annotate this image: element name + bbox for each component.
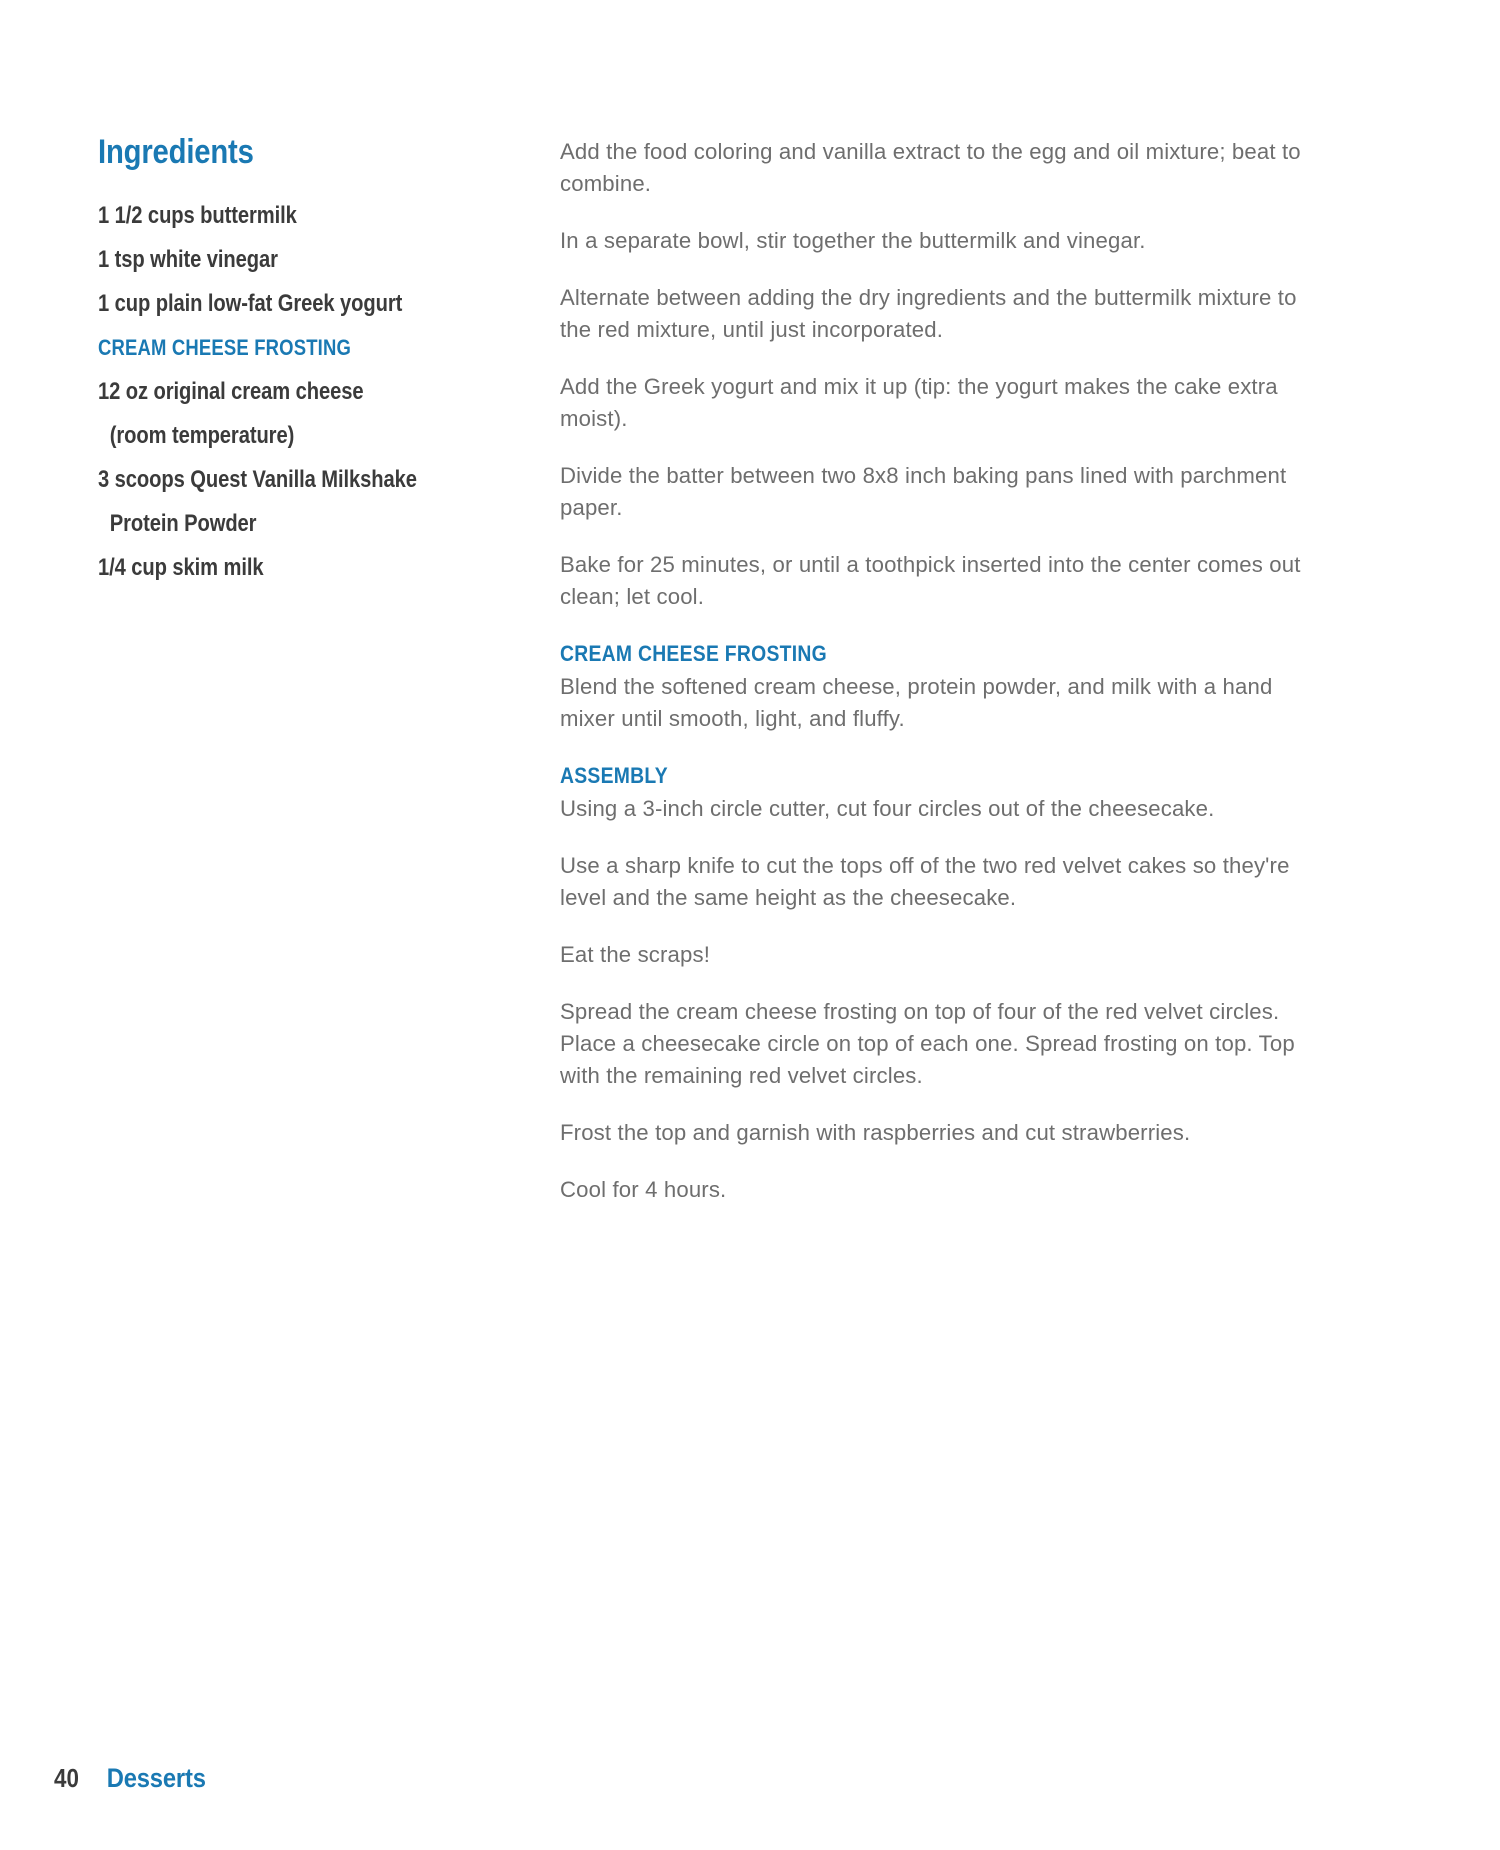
ingredients-subsection-heading: CREAM CHEESE FROSTING [98, 335, 352, 360]
instruction-paragraph: Spread the cream cheese frosting on top of four of the red velvet circles. Place a cheesecake circle on top of each one. Spread frosting on top. Top with the remaining red velvet circles. [560, 999, 1295, 1088]
ingredient-item: 3 scoops Quest Vanilla Milkshake [98, 466, 417, 493]
ingredients-column [98, 132, 458, 590]
instruction-paragraph: Frost the top and garnish with raspberries and cut strawberries. [560, 1120, 1191, 1145]
ingredient-item: 1/4 cup skim milk [98, 554, 264, 581]
ingredient-item: 12 oz original cream cheese [98, 378, 364, 405]
instruction-paragraph: Use a sharp knife to cut the tops off of the two red velvet cakes so they're level and the same height as the cheesecake. [560, 853, 1290, 910]
instruction-paragraph: Bake for 25 minutes, or until a toothpick inserted into the center comes out clean; let cool. [560, 552, 1301, 609]
instruction-section-heading: CREAM CHEESE FROSTING [560, 641, 827, 666]
footer-section-label: Desserts [106, 1763, 206, 1793]
instruction-paragraph: Alternate between adding the dry ingredients and the buttermilk mixture to the red mixture, until just incorporated. [560, 285, 1297, 342]
ingredient-item: (room temperature) [109, 422, 295, 449]
ingredients-list [98, 194, 458, 590]
ingredient-item: 1 1/2 cups buttermilk [98, 202, 297, 229]
instruction-paragraph: In a separate bowl, stir together the buttermilk and vinegar. [560, 228, 1146, 253]
instructions-column [560, 136, 1340, 1231]
instruction-paragraph: Using a 3-inch circle cutter, cut four circles out of the cheesecake. [560, 796, 1215, 821]
ingredient-item: 1 cup plain low-fat Greek yogurt [98, 290, 403, 317]
ingredient-item: 1 tsp white vinegar [98, 246, 278, 273]
instruction-paragraph: Eat the scraps! [560, 942, 711, 967]
footer-page-number: 40 [54, 1763, 79, 1793]
instruction-paragraph: Add the food coloring and vanilla extract to the egg and oil mixture; beat to combine. [560, 139, 1301, 196]
ingredients-heading: Ingredients [98, 133, 254, 171]
instruction-paragraph: Divide the batter between two 8x8 inch baking pans lined with parchment paper. [560, 463, 1287, 520]
instruction-paragraph: Cool for 4 hours. [560, 1177, 727, 1202]
instruction-paragraph: Add the Greek yogurt and mix it up (tip: the yogurt makes the cake extra moist). [560, 374, 1278, 431]
ingredient-item: Protein Powder [109, 510, 257, 537]
page-footer [52, 1763, 212, 1794]
instruction-section-heading: ASSEMBLY [560, 763, 668, 788]
instruction-paragraph: Blend the softened cream cheese, protein powder, and milk with a hand mixer until smooth, light, and fluffy. [560, 674, 1273, 731]
